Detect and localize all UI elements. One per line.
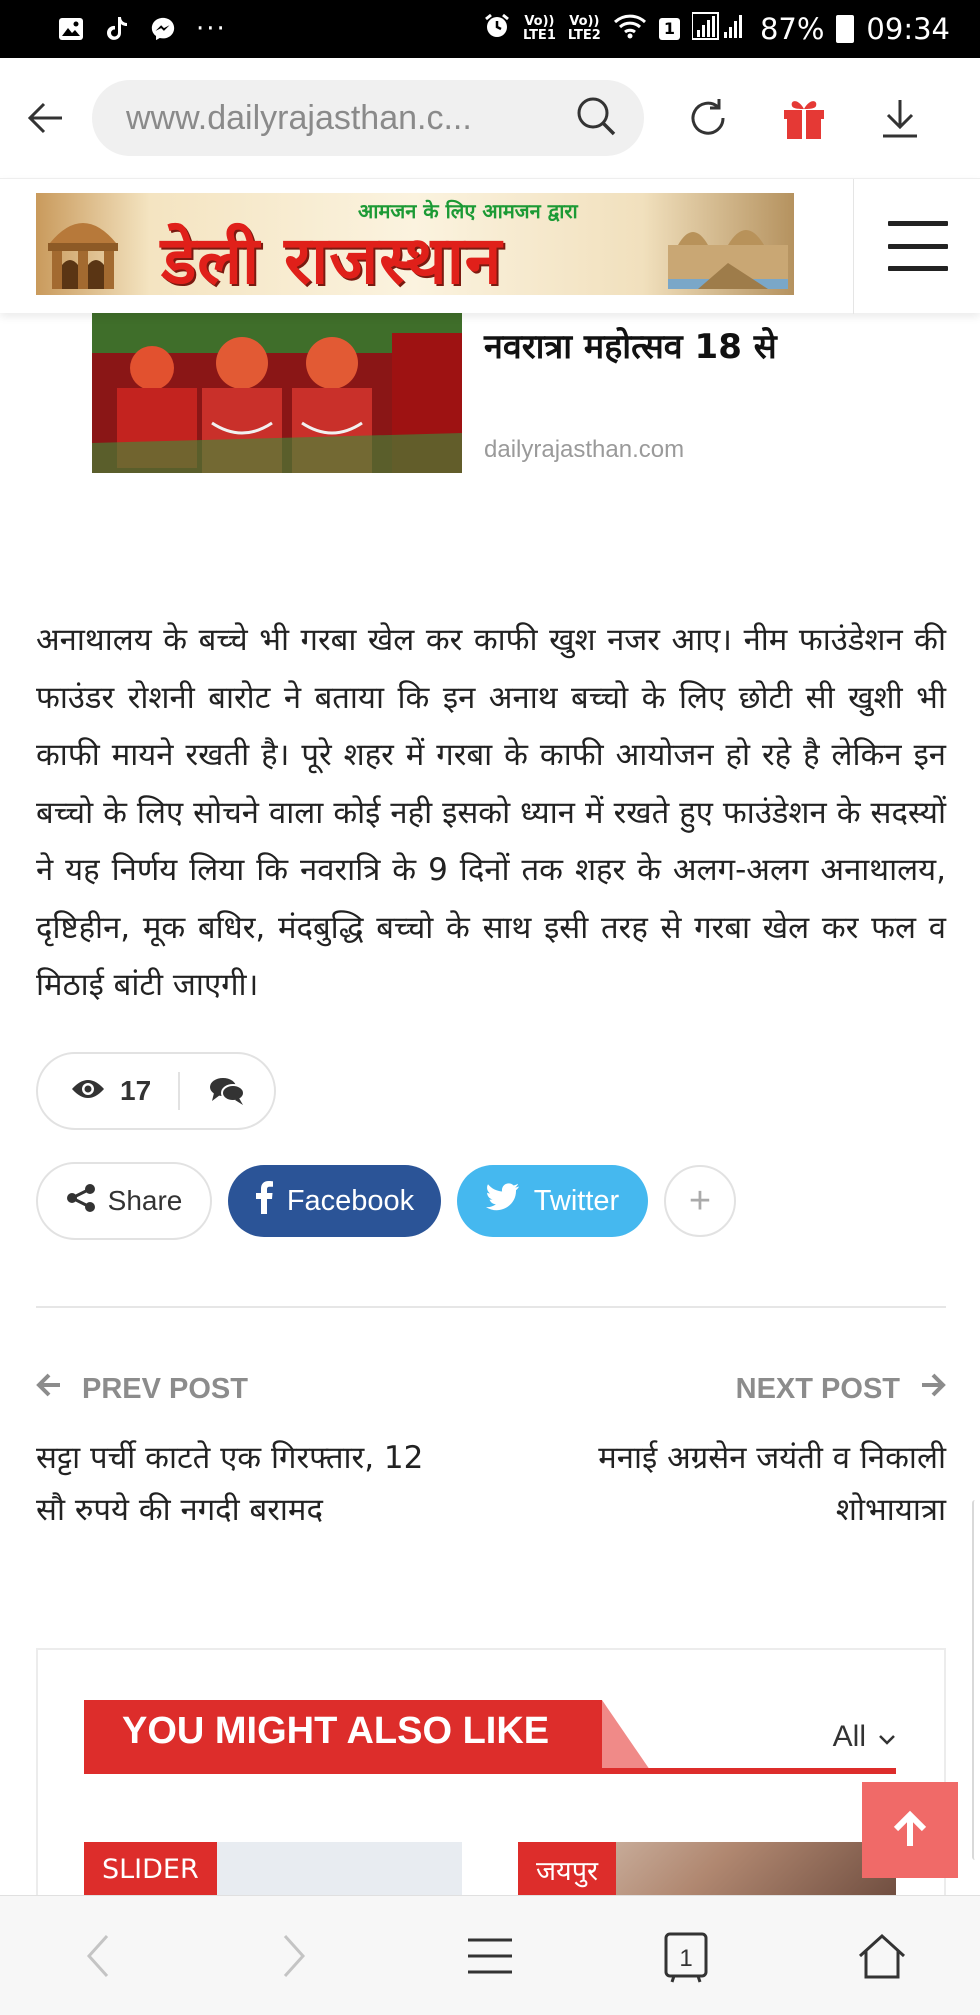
logo-name: डेली राजस्थान: [161, 222, 503, 295]
volte-2-indicator: Vo)) LTE2: [567, 14, 601, 43]
views-count: [38, 1075, 178, 1107]
facebook-label: Facebook: [286, 1184, 415, 1217]
next-post-label: NEXT POST: [735, 1372, 900, 1405]
also-like-title: YOU MIGHT ALSO LIKE: [122, 1710, 550, 1752]
search-icon[interactable]: [574, 94, 618, 143]
signal-icon: [692, 12, 748, 47]
card-category-tag[interactable]: जयपुर: [518, 1842, 616, 1896]
card-category-tag[interactable]: SLIDER: [84, 1842, 217, 1896]
browser-bottom-nav: [0, 1895, 980, 2015]
header-divider: [853, 179, 854, 314]
messenger-icon: [150, 16, 176, 42]
tiktok-icon: [104, 16, 130, 42]
share-icon: [66, 1183, 96, 1220]
reload-icon[interactable]: [660, 58, 756, 178]
share-row: [36, 1162, 736, 1240]
comments-icon[interactable]: [180, 1076, 274, 1106]
nav-forward-icon[interactable]: [249, 1911, 339, 2001]
article-body: अनाथालय के बच्चे भी गरबा खेल कर काफी खुश नजर आए। नीम फाउंडेशन की फाउंडर रोशनी बारोट ने बताया कि इन अनाथ बच्चो के लिए छोटी सी खुशी भी काफी मायने रखती है। पूरे शहर में गरबा के काफी आयोजन हो रहे है लेकिन इन बच्चो के लिए सोचने वाला कोई नही इसको ध्यान में रखते हुए फाउंडेशन के सदस्यों ने यह निर्णय लिया कि नवरात्रि के 9 दिनों तक शहर के अलग-अलग अनाथालय, दृष्टिहीन, मूक बधिर, मंदबुद्धि बच्चो के साथ इसी तरह से गरबा खेल कर फल व मिठाई बांटी जाएगी।: [36, 622, 946, 1003]
chevron-down-icon: [878, 1720, 896, 1754]
next-post-title[interactable]: मनाई अग्रसेन जयंती व निकाली शोभायात्रा: [598, 1440, 946, 1528]
share-label: Share: [107, 1185, 183, 1216]
next-post-link[interactable]: [736, 1372, 946, 1406]
post-stats: [36, 1052, 276, 1130]
status-bar: [0, 0, 980, 58]
download-icon[interactable]: [852, 58, 948, 178]
home-icon[interactable]: [837, 1911, 927, 2001]
wifi-icon: [613, 12, 647, 46]
site-header: [0, 178, 980, 313]
menu-icon[interactable]: [445, 1911, 535, 2001]
nav-back-icon[interactable]: [53, 1911, 143, 2001]
related-post-source: dailyrajasthan.com: [484, 436, 685, 463]
arrow-left-icon: [36, 1372, 62, 1406]
filter-label: All: [832, 1720, 866, 1753]
tabs-icon[interactable]: [641, 1911, 731, 2001]
related-post-title[interactable]: नवरात्रा महोत्सव 18 से: [484, 327, 777, 367]
more-dots-icon: ···: [196, 14, 227, 44]
gift-icon[interactable]: [756, 58, 852, 178]
back-arrow-icon[interactable]: [0, 58, 92, 178]
volte-1-indicator: Vo)) LTE1: [522, 14, 556, 43]
logo-tagline: आमजन के लिए आमजन द्वारा: [358, 199, 578, 223]
share-button[interactable]: [36, 1162, 212, 1240]
url-text[interactable]: www.dailyrajasthan.c...: [126, 98, 472, 137]
eye-icon: [70, 1077, 106, 1106]
site-logo[interactable]: [36, 193, 794, 295]
address-bar[interactable]: [92, 80, 644, 156]
facebook-icon: [255, 1180, 273, 1222]
prev-post-title[interactable]: सट्टा पर्ची काटते एक गिरफ्तार, 12 सौ रुपये की नगदी बरामद: [36, 1440, 424, 1528]
twitter-label: Twitter: [533, 1184, 620, 1217]
tabs-count: 1: [679, 1944, 693, 1972]
more-share-button[interactable]: +: [664, 1165, 736, 1237]
also-like-header: [84, 1700, 896, 1776]
scroll-to-top-button[interactable]: [862, 1782, 958, 1878]
hamburger-menu-icon[interactable]: [888, 221, 948, 271]
also-like-filter[interactable]: [833, 1720, 896, 1754]
divider: [36, 1306, 946, 1308]
logo-fort-icon: [668, 205, 788, 289]
twitter-icon: [486, 1183, 520, 1219]
related-post-thumbnail[interactable]: [92, 313, 462, 473]
scrollbar[interactable]: [972, 1500, 978, 1860]
twitter-share-button[interactable]: [457, 1165, 648, 1237]
battery-percent: 87%: [759, 12, 825, 46]
arrow-right-icon: [920, 1372, 946, 1406]
logo-palace-icon: [44, 203, 122, 289]
prev-post-link[interactable]: [36, 1372, 248, 1406]
gallery-icon: [58, 16, 84, 42]
prev-post-label: PREV POST: [82, 1372, 248, 1405]
facebook-share-button[interactable]: [228, 1165, 441, 1237]
sim-badge: 1: [659, 18, 680, 40]
deity-image: [92, 313, 462, 473]
alarm-icon: [483, 12, 511, 47]
browser-toolbar: [0, 58, 980, 178]
clock: 09:34: [866, 12, 950, 46]
views-number: 17: [120, 1075, 152, 1106]
battery-icon: [836, 15, 854, 43]
arrow-up-icon: [890, 1810, 930, 1850]
